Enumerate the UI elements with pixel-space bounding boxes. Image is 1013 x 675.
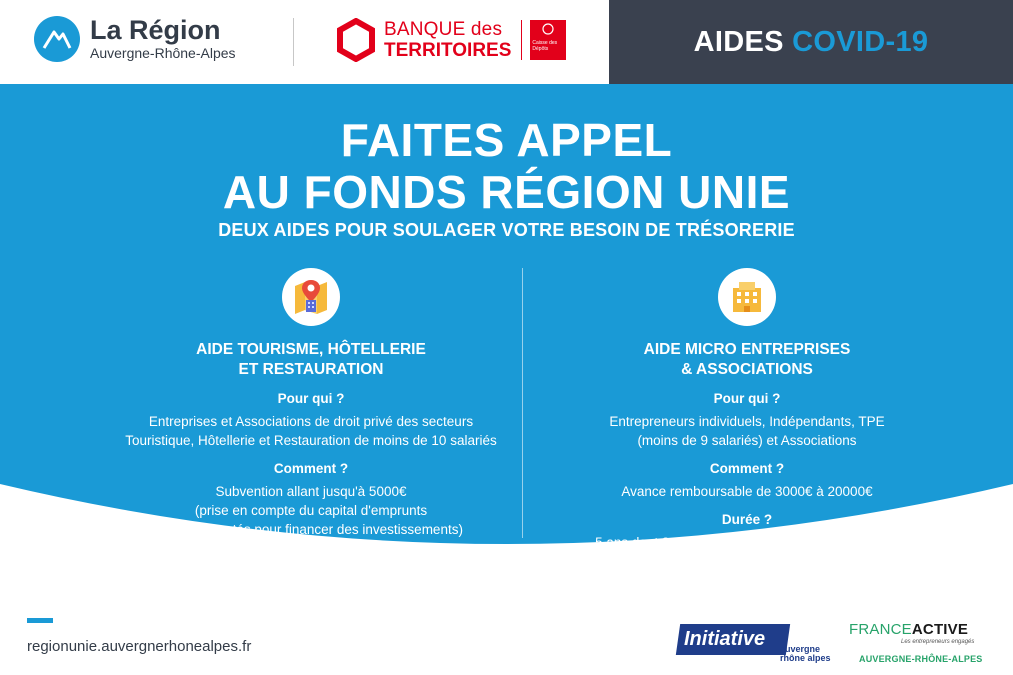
who-line1: Entrepreneurs individuels, Indépendants, TPE	[609, 414, 885, 429]
france-active-region: AUVERGNE-RHÔNE-ALPES	[859, 654, 983, 664]
building-icon	[718, 268, 776, 326]
aide-tourisme-column	[101, 268, 521, 539]
banque-divider	[521, 20, 522, 60]
aide-micro-title-line1: AIDE MICRO ENTREPRISES	[643, 341, 851, 358]
aide-tourisme-title-line1: AIDE TOURISME, HÔTELLERIE	[196, 341, 426, 358]
header	[0, 0, 1013, 84]
initiative-sub2: rhône alpes	[780, 653, 831, 663]
main-title	[0, 114, 1013, 218]
covid-banner	[609, 0, 1013, 84]
aide-tourisme-title-line2: ET RESTAURATION	[238, 361, 384, 378]
covid-title	[694, 26, 929, 59]
who-line2: Touristique, Hôtellerie et Restauration de moins de 10 salariés	[125, 433, 497, 448]
duration-text: 5 ans dont 2 ans en différé, pas de garantie exigée	[595, 535, 899, 550]
how-text: Avance remboursable de 3000€ à 20000€	[621, 484, 873, 499]
how-text	[101, 482, 521, 539]
caisse-des-depots-logo	[530, 20, 566, 60]
main-title-line2: AU FONDS RÉGION UNIE	[222, 166, 791, 218]
column-separator	[522, 268, 523, 538]
aide-micro-title-line2: & ASSOCIATIONS	[681, 361, 813, 378]
france-active-logo	[849, 621, 989, 664]
aide-micro-column	[537, 268, 957, 552]
who-line2: (moins de 9 salariés) et Associations	[637, 433, 857, 448]
aide-tourisme-title	[101, 340, 521, 380]
map-pin-icon	[282, 268, 340, 326]
main-panel	[0, 84, 1013, 675]
caisse-text: Caisse des Dépôts	[532, 40, 558, 52]
france-active-tagline: Les entrepreneurs engagés	[901, 639, 975, 645]
banque-line2: TERRITOIRES	[384, 40, 512, 61]
initiative-word: Initiative	[684, 628, 766, 650]
aide-micro-title	[537, 340, 957, 380]
region-logo	[34, 16, 236, 62]
covid-word1: AIDES	[693, 25, 784, 58]
header-divider	[293, 18, 294, 66]
how-line1: Subvention allant jusqu'à 5000€	[215, 484, 407, 499]
region-name: La Région	[90, 15, 221, 45]
france-active-part1: FRANCE	[849, 621, 912, 638]
initiative-sub1: auvergne	[780, 644, 821, 654]
initiative-logo	[678, 624, 790, 656]
france-active-name	[849, 621, 989, 638]
main-title-line1: FAITES APPEL	[340, 114, 673, 166]
banque-line1: BANQUE des	[384, 19, 503, 40]
how-line3: déjà contractés pour financer des investissements)	[159, 522, 463, 537]
emblem-icon	[530, 20, 566, 38]
footer-url-link[interactable]: regionunie.auvergnerhonealpes.fr	[27, 638, 252, 655]
region-subtitle: Auvergne-Rhône-Alpes	[90, 45, 236, 61]
how-label: Comment ?	[273, 461, 349, 476]
how-line2: (prise en compte du capital d'emprunts	[194, 503, 428, 518]
who-label: Pour qui ?	[713, 391, 781, 406]
banque-des-territoires-logo	[336, 18, 566, 62]
who-label: Pour qui ?	[277, 391, 345, 406]
france-active-part2: ACTIVE	[911, 621, 969, 638]
covid-word2: COVID-19	[792, 25, 929, 58]
how-label: Comment ?	[709, 461, 785, 476]
region-mountain-icon	[34, 16, 80, 62]
who-text	[101, 412, 521, 450]
initiative-subtitle	[780, 645, 831, 663]
subtitle: DEUX AIDES POUR SOULAGER VOTRE BESOIN DE TRÉSORERIE	[218, 220, 795, 240]
footer-accent-bar	[27, 618, 53, 623]
duration-label: Durée ?	[721, 512, 773, 527]
who-line1: Entreprises et Associations de droit privé des secteurs	[148, 414, 474, 429]
who-text	[537, 412, 957, 450]
hexagon-icon	[336, 18, 376, 62]
